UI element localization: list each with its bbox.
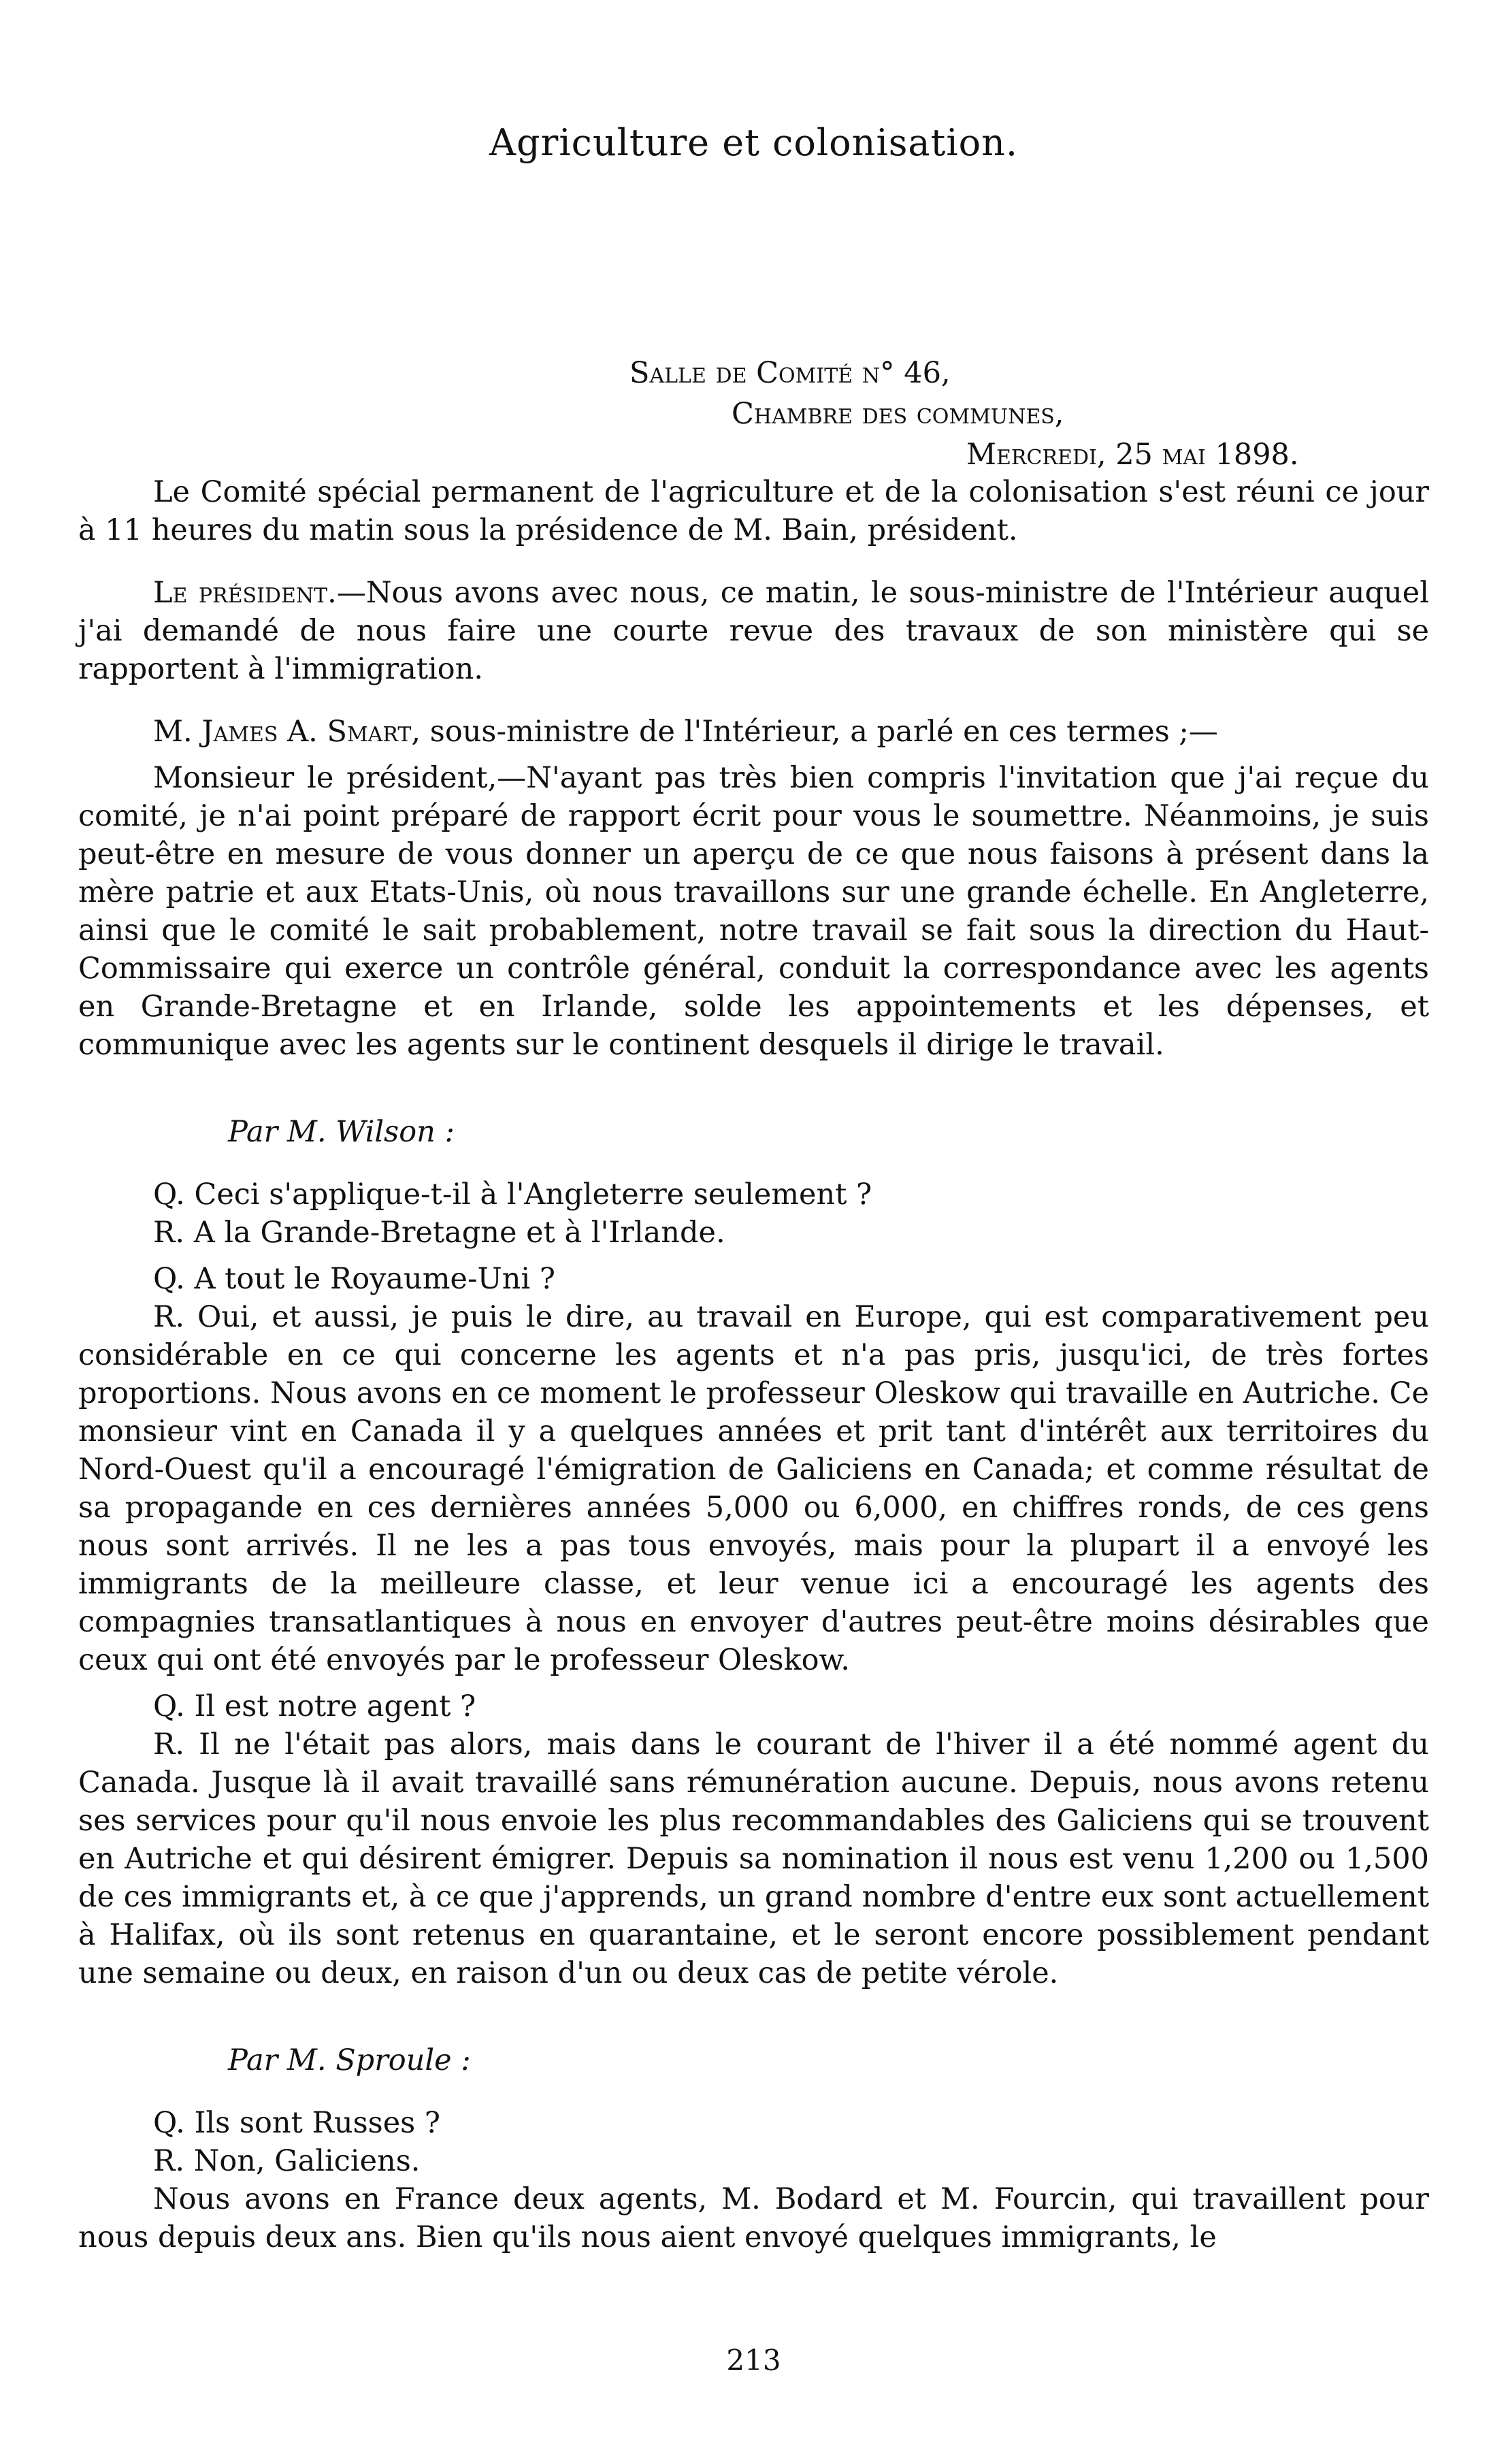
- question: Q. Ceci s'applique-t-il à l'Angleterre seulement ?: [153, 1178, 872, 1212]
- answer: R. Oui, et aussi, je puis le dire, au travail en Europe, qui est comparativement peu considérable en ce qui concerne les agents et n'a pas pris, jusqu'ici, de très fortes proportions. Nous avons en ce moment le professeur Oleskow qui travaille en Autriche. Ce monsieur vint en Canada il y a quelques années et prit tant d'intérêt aux territoires du Nord-Ouest qu'il a encouragé l'émigration de Galiciens en Canada; et comme résultat de sa propagande en ces dernières années 5,000 ou 6,000, en chiffres ronds, de ces gens nous sont arrivés. Il ne les a pas tous envoyés, mais pour la plupart il a envoyé les immigrants de la meilleure classe, et leur venue ici a encouragé les agents des compagnies transatlantiques à nous en envoyer d'autres peut-être moins désirables que ceux qui ont été envoyés par le professeur Oleskow.: [78, 1300, 1429, 1677]
- session-date: Mercredi, 25 mai 1898.: [966, 438, 1299, 472]
- president-paragraph: [78, 574, 1429, 688]
- smart-speech-paragraph: Monsieur le président,—N'ayant pas très bien compris l'invitation que j'ai reçue du comité, je n'ai point préparé de rapport écrit pour vous le soumettre. Néanmoins, je suis peut-être en mesure de vous donner un aperçu de ce que nous faisons à présent dans la mère patrie et aux Etats-Unis, où nous travaillons sur une grande échelle. En Angleterre, ainsi que le comité le sait probablement, notre travail se fait sous la direction du Haut-Commissaire qui exerce un contrôle général, conduit la correspondance avec les agents en Grande-Bretagne et en Irlande, solde les appointements et les dépenses, et communique avec les agents sur le continent desquels il dirige le travail.: [78, 761, 1429, 1062]
- section-heading: Par M. Sproule :: [228, 2043, 471, 2077]
- body-paragraph: Nous avons en France deux agents, M. Bodard et M. Fourcin, qui travaillent pour nous depuis deux ans. Bien qu'ils nous aient envoyé quelques immigrants, le: [78, 2182, 1429, 2254]
- question: Q. Il est notre agent ?: [153, 1689, 476, 1723]
- answer: R. Non, Galiciens.: [153, 2144, 421, 2178]
- question: Q. Ils sont Russes ?: [153, 2106, 440, 2140]
- page-number: 213: [726, 2344, 781, 2377]
- session-house: Chambre des communes,: [732, 397, 1064, 431]
- speaker-name: M. James A. Smart,: [153, 715, 421, 749]
- answer: R. A la Grande-Bretagne et à l'Irlande.: [153, 1216, 725, 1250]
- speaker-name: Le président.: [153, 576, 337, 610]
- smart-intro-paragraph: [78, 713, 1429, 751]
- president-remark: —Nous avons avec nous, ce matin, le sous-ministre de l'Intérieur auquel j'ai demandé de nous faire une courte revue des travaux de son ministère qui se rapportent à l'immigration.: [78, 576, 1430, 686]
- intro-paragraph: Le Comité spécial permanent de l'agriculture et de la colonisation s'est réuni ce jour à 11 heures du matin sous la présidence de M. Bain, président.: [78, 475, 1429, 547]
- answer: R. Il ne l'était pas alors, mais dans le courant de l'hiver il a été nommé agent du Canada. Jusque là il avait travaillé sans rémunération aucune. Depuis, nous avons retenu ses services pour qu'il nous envoie les plus recommandables des Galiciens qui se trouvent en Autriche et qui désirent émigrer. Depuis sa nomination il nous est venu 1,200 ou 1,500 de ces immigrants et, à ce que j'apprends, un grand nombre d'entre eux sont actuellement à Halifax, où ils sont retenus en quarantaine, et le seront encore possiblement pendant une semaine ou deux, en raison d'un ou deux cas de petite vérole.: [78, 1728, 1429, 1990]
- question: Q. A tout le Royaume-Uni ?: [153, 1262, 555, 1296]
- section-heading: Par M. Wilson :: [228, 1115, 455, 1149]
- session-room: Salle de Comité n° 46,: [629, 356, 951, 390]
- document-page: [78, 0, 1429, 2464]
- smart-intro-text: sous-ministre de l'Intérieur, a parlé en ces termes ;—: [421, 715, 1218, 749]
- page-title: Agriculture et colonisation.: [489, 121, 1019, 164]
- document-body: [78, 473, 1429, 2256]
